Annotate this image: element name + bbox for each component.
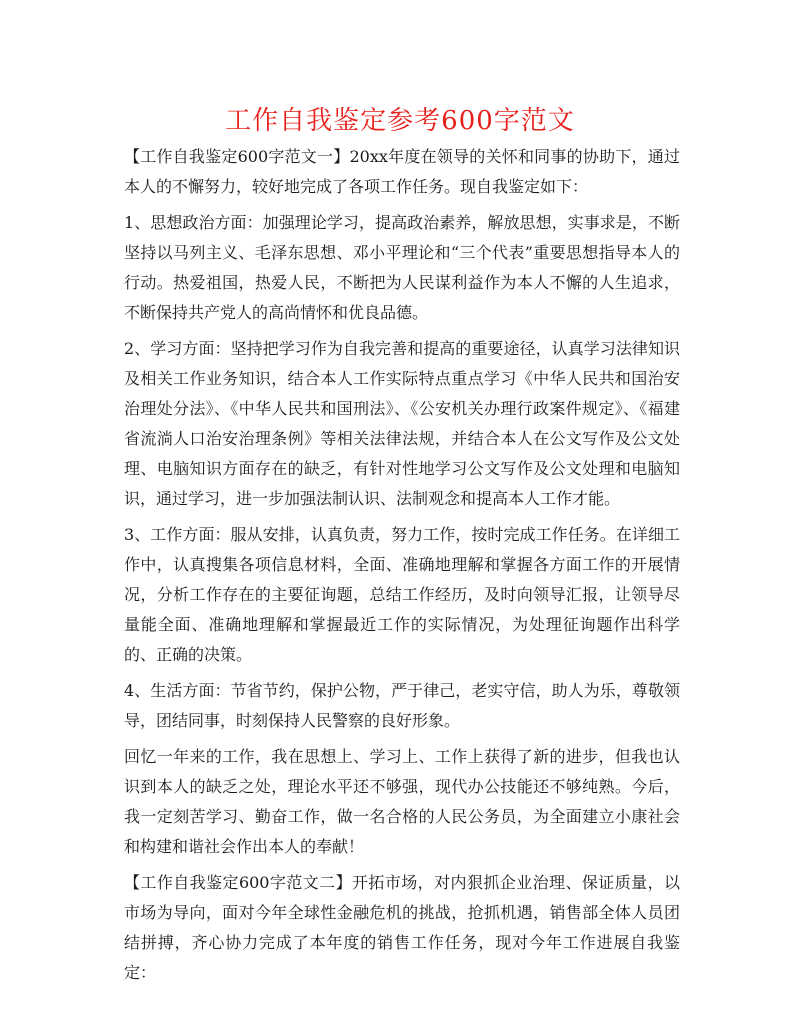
paragraph-work: 3、工作方面：服从安排，认真负责，努力工作，按时完成工作任务。在详细工作中，认真搜集各项信息材料，全面、准确地理解和掌握各方面工作的开展情况，分析工作存在的主要征询题，总结工作经历，及时向领导汇报，让领导尽量能全面、准确地理解和掌握最近工作的实际情况，为处理征询题作出科学的、正确的决策。 (124, 525, 680, 664)
paragraph-sample-two: 【工作自我鉴定600字范文二】开拓市场，对内狠抓企业治理、保证质量，以市场为导向，面对今年全球性金融危机的挑战，抢抓机遇，销售部全体人员团结拼搏，齐心协力完成了本年度的销售工作任务，现对今年工作进展自我鉴定： (124, 873, 680, 982)
document-body (124, 142, 680, 994)
paragraph-political: 1、思想政治方面：加强理论学习，提高政治素养，解放思想，实事求是，不断坚持以马列主义、毛泽东思想、邓小平理论和“三个代表”重要思想指导本人的行动。热爱祖国，热爱人民，不断把为人民谋利益作为本人不懈的人生追求，不断保持共产党人的高尚情怀和优良品德。 (124, 213, 680, 322)
paragraph-life: 4、生活方面：节省节约，保护公物，严于律己，老实守信，助人为乐，尊敬领导，团结同事，时刻保持人民警察的良好形象。 (124, 681, 680, 730)
paragraph-intro: 【工作自我鉴定600字范文一】20xx年度在领导的关怀和同事的协助下，通过本人的不懈努力，较好地完成了各项工作任务。现自我鉴定如下： (124, 147, 680, 196)
document-title: 工作自我鉴定参考600字范文 (225, 106, 575, 136)
paragraph-study: 2、学习方面：坚持把学习作为自我完善和提高的重要途径，认真学习法律知识及相关工作业务知识，结合本人工作实际特点重点学习《中华人民共和国治安治理处分法》、《中华人民共和国刑法》、《公安机关办理行政案件规定》、《福建省流淌人口治安治理条例》等相关法律法规，并结合本人在公文写作及公文处理、电脑知识方面存在的缺乏，有针对性地学习公文写作及公文处理和电脑知识，通过学习，进一步加强法制认识、法制观念和提高本人工作才能。 (124, 339, 680, 508)
paragraph-review: 回忆一年来的工作，我在思想上、学习上、工作上获得了新的进步，但我也认识到本人的缺乏之处，理论水平还不够强，现代办公技能还不够纯熟。今后，我一定刻苦学习、勤奋工作，做一名合格的人民公务员，为全面建立小康社会和构建和谐社会作出本人的奉献！ (124, 747, 680, 856)
